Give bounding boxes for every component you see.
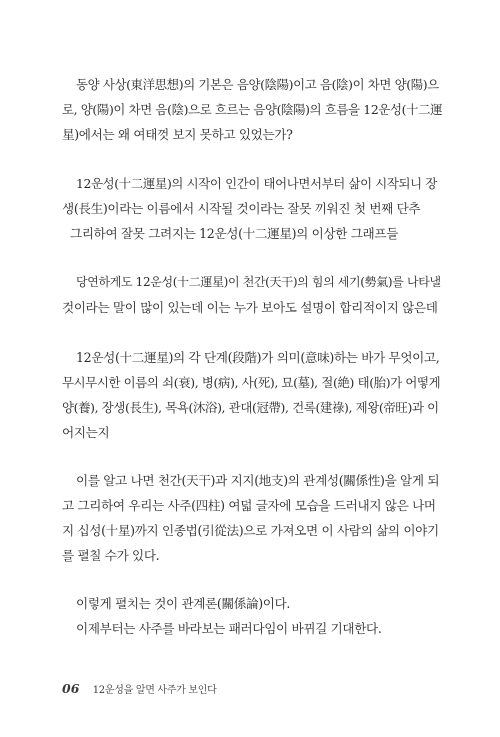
paragraph-line: 를 펼칠 수가 있다. [62, 548, 160, 563]
paragraph-line: 무시무시한 이름의 쇠(衰), 병(病), 사(死), 묘(墓), 절(絶) 태(胎)가 어떻게 [62, 375, 441, 390]
paragraph-line: 동양 사상(東洋思想)의 기본은 음양(陰陽)이고 음(陰)이 차면 양(陽)으 [76, 77, 439, 92]
paragraph-4 [62, 345, 442, 445]
paragraph-line: 생(長生)이라는 이름에서 시작될 것이라는 잘못 끼워진 첫 번째 단추 [62, 201, 421, 216]
paragraph-2 [62, 171, 442, 246]
running-title: 12운성을 알면 사주가 보인다 [92, 685, 217, 696]
paragraph-line: 12운성(十二運星)의 각 단계(段階)가 의미(意味)하는 바가 무엇이고, [76, 350, 440, 365]
paragraph-3 [62, 270, 442, 320]
paragraph-line: 星)에서는 왜 여태껏 보지 못하고 있었는가? [62, 127, 293, 142]
paragraph-line: 고 그리하여 우리는 사주(四柱) 여덟 글자에 모습을 드러내지 않은 나머 [62, 498, 436, 513]
paragraph-1 [62, 72, 442, 147]
paragraph-5 [62, 468, 442, 568]
paragraph-line: 이제부터는 사주를 바라보는 패러다임이 바뀌길 기대한다. [76, 621, 382, 636]
paragraph-line: 양(養), 장생(長生), 목욕(沐浴), 관대(冠帶), 건록(建祿), 제왕(帝旺)과 이 [62, 400, 439, 415]
paragraph-line: 이를 알고 나면 천간(天干)과 지지(地支)의 관계성(關係性)을 알게 되 [76, 473, 440, 488]
paragraph-line: 지 십성(十星)까지 인종법(引從法)으로 가져오면 이 사람의 삶의 이야기 [62, 523, 439, 538]
paragraph-line: 어지는지 [62, 425, 110, 440]
paragraph-line: 로, 양(陽)이 차면 음(陰)으로 흐르는 음양(陰陽)의 흐름을 12운성(十二運 [62, 102, 443, 117]
paragraph-6 [62, 591, 442, 641]
paragraph-line: 12운성(十二運星)의 시작이 인간이 태어나면서부터 삶이 시작되니 장 [76, 176, 437, 191]
paragraph-line: 그리하여 잘못 그려지는 12운성(十二運星)의 이상한 그래프들 [70, 226, 399, 241]
page-number: 06 [62, 681, 80, 696]
paragraph-line: 이렇게 펼치는 것이 관계론(關係論)이다. [76, 596, 291, 611]
page-footer [62, 681, 216, 697]
paragraph-line: 것이라는 말이 많이 있는데 이는 누가 보아도 설명이 합리적이지 않은데 [62, 300, 438, 315]
paragraph-line: 당연하게도 12운성(十二運星)이 천간(天干)의 힘의 세기(勢氣)를 나타낼 [76, 275, 441, 289]
